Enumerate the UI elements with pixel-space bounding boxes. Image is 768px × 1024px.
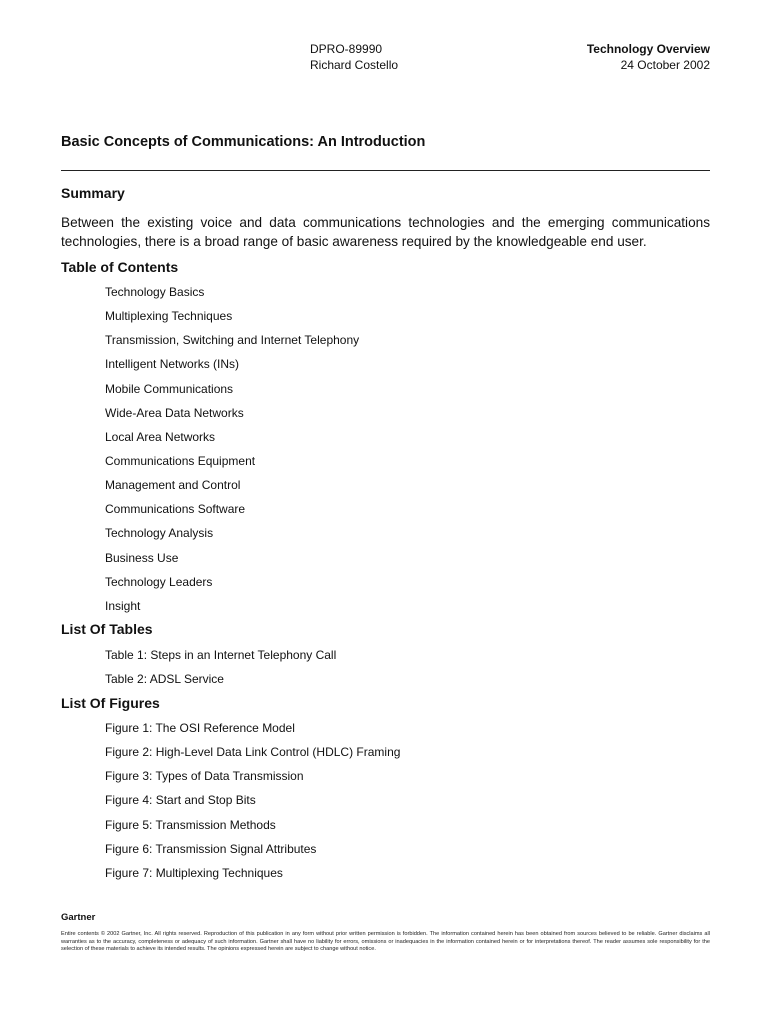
toc-list (105, 284, 359, 622)
tables-list (105, 647, 336, 695)
toc-item[interactable]: Transmission, Switching and Internet Telephony (105, 333, 360, 348)
figures-heading: List Of Figures (61, 695, 160, 711)
figures-list (105, 720, 400, 889)
figure-list-item[interactable]: Figure 1: The OSI Reference Model (105, 721, 295, 735)
toc-item[interactable]: Management and Control (105, 478, 241, 493)
table-list-item[interactable]: Table 2: ADSL Service (105, 672, 224, 687)
summary-heading: Summary (61, 185, 125, 201)
footer-legal-text: Entire contents © 2002 Gartner, Inc. All rights reserved. Reproduction of this publication in any form without prior written permission is forbidden. The information contained herein has been obtained from sources believed to be reliable. Gartner disclaims all warranties as to the accuracy, completeness or adequacy of such information. Gartner shall have no liability for errors, omissions or inadequacies in the information contained herein or for interpretations thereof. The reader assumes sole responsibility for the selection of these materials to achieve its intended results. The opinions expressed herein are subject to change without notice. (61, 931, 710, 952)
toc-item[interactable]: Communications Equipment (105, 453, 256, 468)
toc-item[interactable]: Technology Leaders (105, 574, 213, 589)
toc-item[interactable]: Communications Software (105, 502, 246, 517)
toc-item[interactable]: Insight (105, 598, 141, 613)
doc-date: 24 October 2002 (620, 58, 710, 72)
page-title: Basic Concepts of Communications: An Introduction (61, 134, 426, 150)
doc-id: DPRO-89990 (310, 42, 383, 56)
table-list-item[interactable]: Table 1: Steps in an Internet Telephony Call (105, 648, 337, 662)
toc-item[interactable]: Local Area Networks (105, 429, 216, 444)
summary-text: Between the existing voice and data communications technologies and the emerging communications technologies, there is a broad range of basic awareness required by the knowledgeable end user. (61, 215, 710, 249)
title-divider (61, 170, 710, 171)
toc-item[interactable]: Wide-Area Data Networks (105, 405, 244, 420)
toc-item[interactable]: Intelligent Networks (INs) (105, 357, 240, 372)
doc-type: Technology Overview (586, 42, 710, 56)
figure-list-item[interactable]: Figure 3: Types of Data Transmission (105, 769, 304, 784)
figure-list-item[interactable]: Figure 4: Start and Stop Bits (105, 793, 256, 808)
toc-item[interactable]: Business Use (105, 550, 179, 565)
figure-list-item[interactable]: Figure 5: Transmission Methods (105, 817, 276, 832)
figure-list-item[interactable]: Figure 7: Multiplexing Techniques (105, 865, 283, 880)
toc-item[interactable]: Mobile Communications (105, 381, 234, 396)
header-right (587, 41, 710, 73)
footer-brand: Gartner (61, 912, 96, 923)
figure-list-item[interactable]: Figure 2: High-Level Data Link Control (HDLC) Framing (105, 745, 401, 760)
toc-item[interactable]: Multiplexing Techniques (105, 309, 233, 324)
toc-item[interactable]: Technology Analysis (105, 526, 214, 541)
toc-heading: Table of Contents (61, 259, 179, 275)
author-name: Richard Costello (310, 58, 399, 72)
tables-heading: List Of Tables (61, 621, 153, 637)
header-meta (310, 41, 398, 73)
toc-item[interactable]: Technology Basics (105, 285, 205, 299)
figure-list-item[interactable]: Figure 6: Transmission Signal Attributes (105, 841, 317, 856)
